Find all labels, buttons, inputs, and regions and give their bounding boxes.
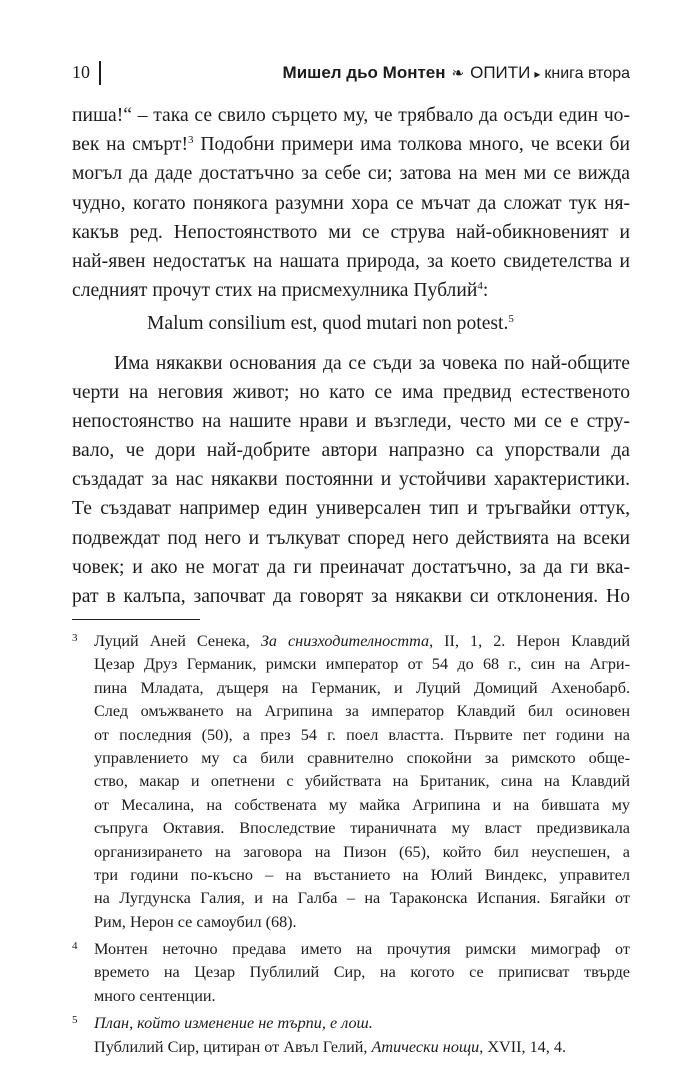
text-line: век на смърт!$^3$ Подобни примери има толкова много, че всеки би (72, 134, 630, 156)
footnote-line: Рим, Нерон се самоубил (68). (94, 912, 297, 931)
footnote-line: от Месалина, на собствената му майка Агрипина и на бившата му (94, 795, 630, 814)
footnote-line: на Лугдунска Галия, и на Галба – на Тараконска Испания. Бягайки от (94, 889, 630, 908)
text-line: непостоянство на нашите нрави и възгледи, често ми се е стру- (72, 410, 630, 432)
footnotes (72, 630, 630, 1063)
text-line: следният прочут стих на присмехулника Публий$^4$: (72, 280, 489, 302)
footnote-line: План, който изменение не търпи, е лош. (94, 1014, 373, 1033)
author-name: Мишел дьо Монтен (282, 63, 446, 82)
footnote-line: Луций Аней Сенека, За снизходителността, II, 1, 2. Нерон Клавдий (94, 632, 630, 650)
text-line: Те създават например един универсален тип и тръгвайки оттук, (72, 498, 630, 520)
main-text (72, 101, 630, 611)
footnote-line: Цезар Друз Германик, римски император от 54 до 68 г., син на Агри- (94, 655, 630, 674)
text-line: могъл да даде достатъчно за себе си; затова на мен ми се вижда (72, 163, 630, 185)
text-line: най-явен недостатък на нашата природа, за което свидетелства и (72, 250, 630, 272)
text-line: подвеждат под него и тълкуват според него действията на всеки (72, 527, 630, 549)
text-line: какъв ред. Непостоянството ми се струва най-обикновеният и (72, 221, 630, 243)
footnote-number: 5 (72, 1014, 78, 1027)
footnote-5 (72, 1012, 630, 1059)
triangle-right-icon: ▸ (534, 67, 541, 81)
text-line: създадат за нас някакви постоянни и устойчиви характеристики. (72, 469, 630, 491)
footnote-line: пина Младата, дъщеря на Германик, и Луций Домиций Ахенобарб. (94, 678, 630, 697)
footnote-line: времето на Цезар Публилий Сир, на когото се приписват твърде (94, 963, 630, 982)
footnote-line: съпруга Октавия. Впоследствие тираничната му власт предизвикала (94, 819, 630, 838)
running-header (72, 57, 630, 87)
text-line: черти на неговия живот; но като се има предвид естественото (72, 381, 630, 403)
text-line: Има някакви основания да се съди за човека по най-общите (114, 352, 630, 374)
fleuron-icon: ❧ (451, 66, 465, 82)
text-line: пиша!“ – така се свило сърцето му, че трябвало да осъди един чо- (72, 105, 630, 126)
footnote-3 (72, 630, 630, 934)
text-line: човек; и ако не могат да ги преиначат достатъчно, за да ги вка- (72, 556, 630, 578)
footnote-ref: 3 (188, 134, 194, 147)
footnote-line: Публилий Сир, цитиран от Авъл Гелий, Атически нощи, XVII, 14, 4. (94, 1037, 567, 1056)
page-number: 10 (72, 62, 90, 82)
footnote-separator (72, 619, 200, 620)
footnote-line: от последния (50), а през 54 г. поел властта. Първите пет години на (94, 725, 630, 744)
running-title (283, 57, 630, 89)
page-number-divider (99, 61, 101, 85)
book-title: книга втора (544, 65, 630, 82)
footnote-line: Монтен неточно предава името на прочутия римски мимограф от (94, 940, 630, 959)
footnote-line: организирането на заговора на Пизон (65), който бил неуспешен, а (94, 842, 630, 861)
latin-quote: Malum consilium est, quod mutari non potest.$^5$ (147, 313, 514, 335)
footnote-number: 3 (72, 632, 78, 644)
text-line: рат в калъпа, започват да говорят за някакви си отклонения. Но (72, 586, 630, 607)
footnote-ref: 4 (477, 280, 483, 293)
footnote-line: три години по-късно – на въстанието на Юлий Виндекс, управител (94, 865, 630, 884)
footnote-line: ство, макар и опетнени с убийствата на Британик, сина на Клавдий (94, 772, 630, 791)
footnote-line: управлението му са били сравнително спокойни за римското обще- (94, 748, 630, 767)
footnote-ref: 5 (508, 313, 514, 326)
footnote-line: След омъжването на Агрипина за император Клавдий бил осиновен (94, 702, 630, 721)
footnote-line: много сентенции. (94, 986, 216, 1005)
text-line: вало, че дори най-добрите автори напразно са упорствали да (72, 440, 630, 462)
text-line: чудно, когато понякога разумни хора се мъчат да сложат тук ня- (72, 192, 630, 214)
work-title: ОПИТИ (470, 63, 531, 82)
footnote-4 (72, 938, 630, 1008)
footnote-number: 4 (72, 940, 78, 953)
